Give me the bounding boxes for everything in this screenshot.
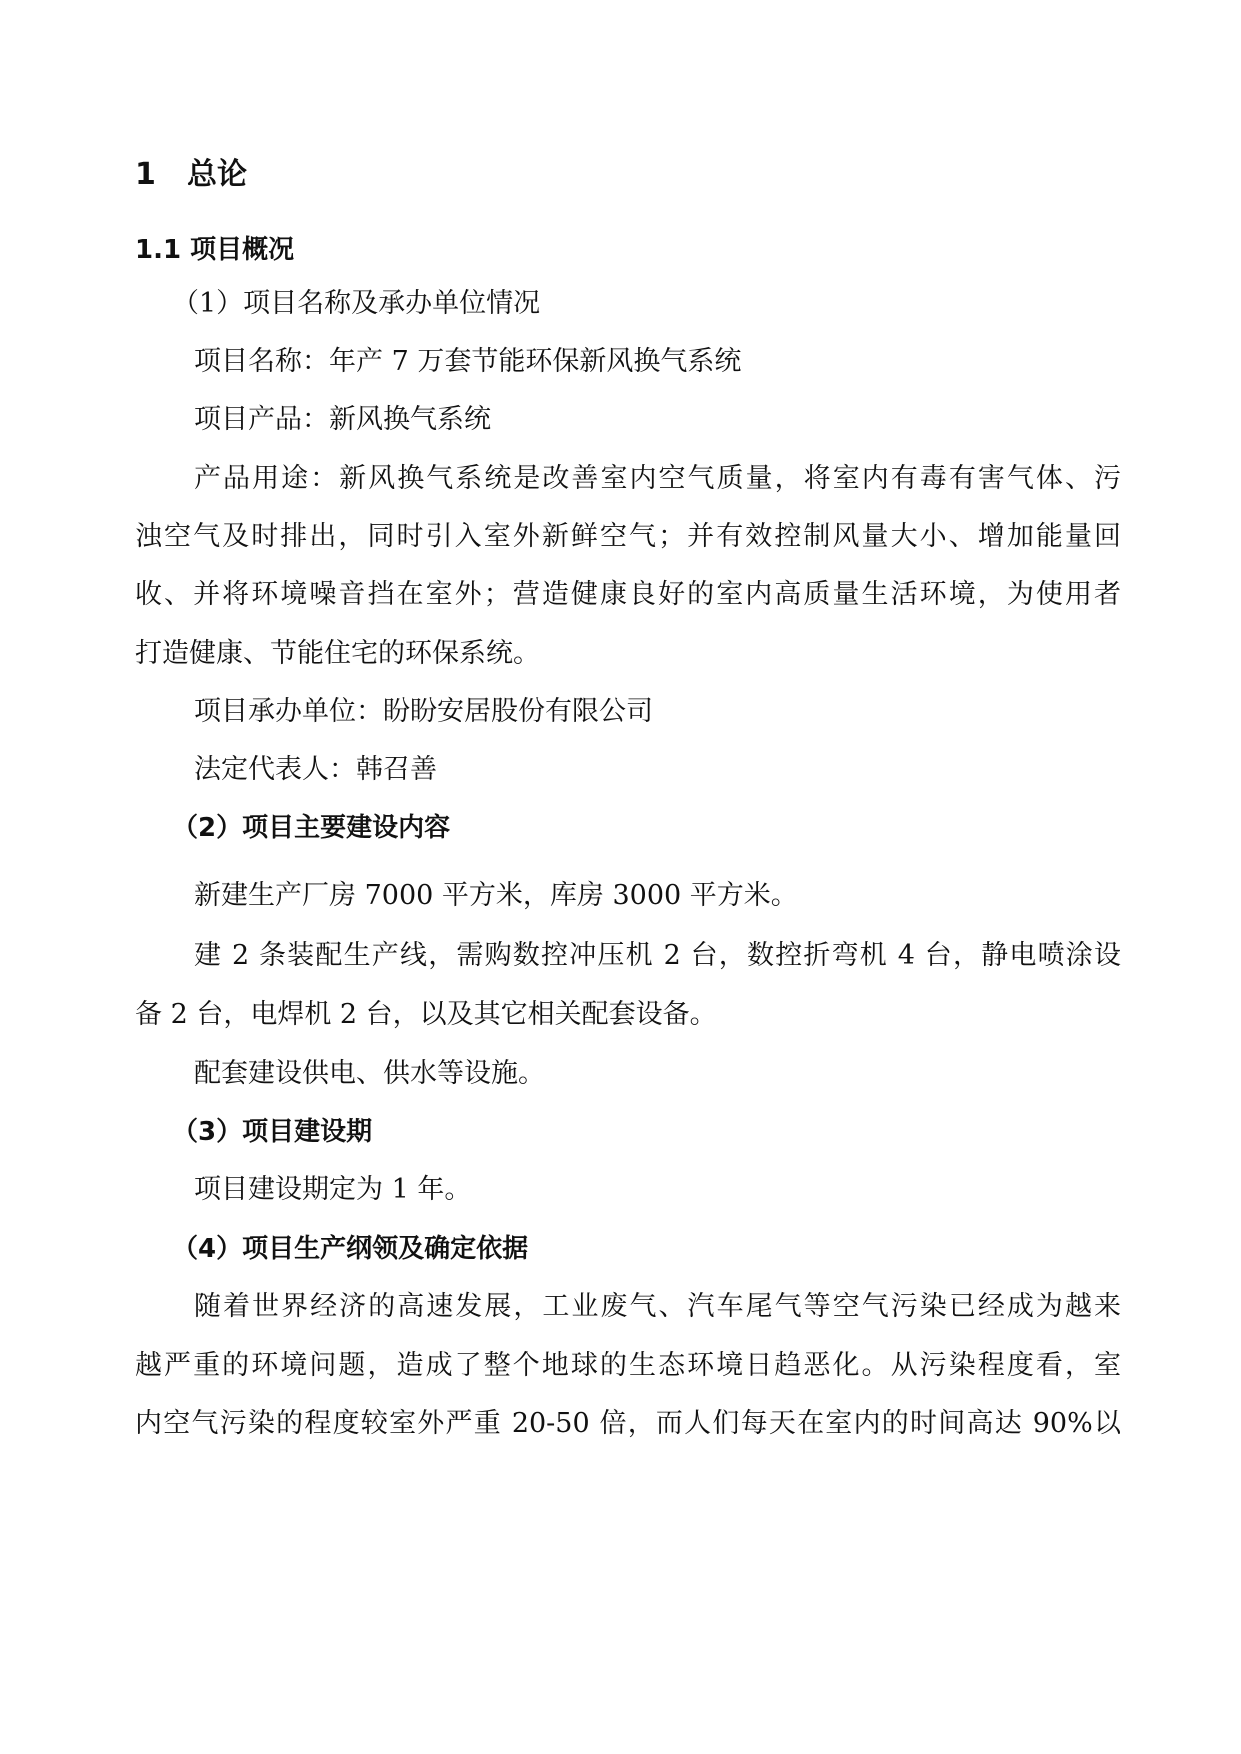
usage-line-1: 产品用途：新风换气系统是改善室内空气质量，将室内有毒有害气体、污 <box>194 463 1121 494</box>
period-line: 项目建设期定为 1 年。 <box>194 1174 472 1205</box>
project-name-line: 项目名称：年产 7 万套节能环保新风换气系统 <box>194 346 742 377</box>
section-heading: 1.1 项目概况 <box>135 235 295 265</box>
subheading-period: （3）项目建设期 <box>172 1117 373 1147</box>
sponsor-line: 项目承办单位：盼盼安居股份有限公司 <box>194 696 653 727</box>
basis-line-2: 越严重的环境问题，造成了整个地球的生态环境日趋恶化。从污染程度看，室 <box>135 1350 1121 1381</box>
construction-line-4: 配套建设供电、供水等设施。 <box>194 1058 545 1089</box>
basis-line-1: 随着世界经济的高速发展，工业废气、汽车尾气等空气污染已经成为越来 <box>194 1291 1121 1322</box>
project-product-line: 项目产品：新风换气系统 <box>194 404 491 435</box>
subheading-basis: （4）项目生产纲领及确定依据 <box>172 1234 529 1264</box>
legal-rep-line: 法定代表人：韩召善 <box>194 754 437 785</box>
subheading-construction: （2）项目主要建设内容 <box>172 813 451 843</box>
chapter-number: 1 <box>135 157 156 192</box>
usage-line-4: 打造健康、节能住宅的环保系统。 <box>135 638 540 669</box>
chapter-title: 总论 <box>187 157 247 192</box>
basis-line-3: 内空气污染的程度较室外严重 20-50 倍，而人们每天在室内的时间高达 90%以 <box>135 1408 1121 1439</box>
chapter-heading <box>135 155 1121 195</box>
usage-line-2: 浊空气及时排出，同时引入室外新鲜空气；并有效控制风量大小、增加能量回 <box>135 521 1121 552</box>
construction-line-2: 建 2 条装配生产线，需购数控冲压机 2 台，数控折弯机 4 台，静电喷涂设 <box>194 940 1121 971</box>
construction-line-1: 新建生产厂房 7000 平方米，库房 3000 平方米。 <box>194 880 798 911</box>
usage-line-3: 收、并将环境噪音挡在室外；营造健康良好的室内高质量生活环境，为使用者 <box>135 579 1121 610</box>
construction-line-3: 备 2 台，电焊机 2 台，以及其它相关配套设备。 <box>135 999 717 1030</box>
subheading-name-and-sponsor: （1）项目名称及承办单位情况 <box>172 288 541 319</box>
